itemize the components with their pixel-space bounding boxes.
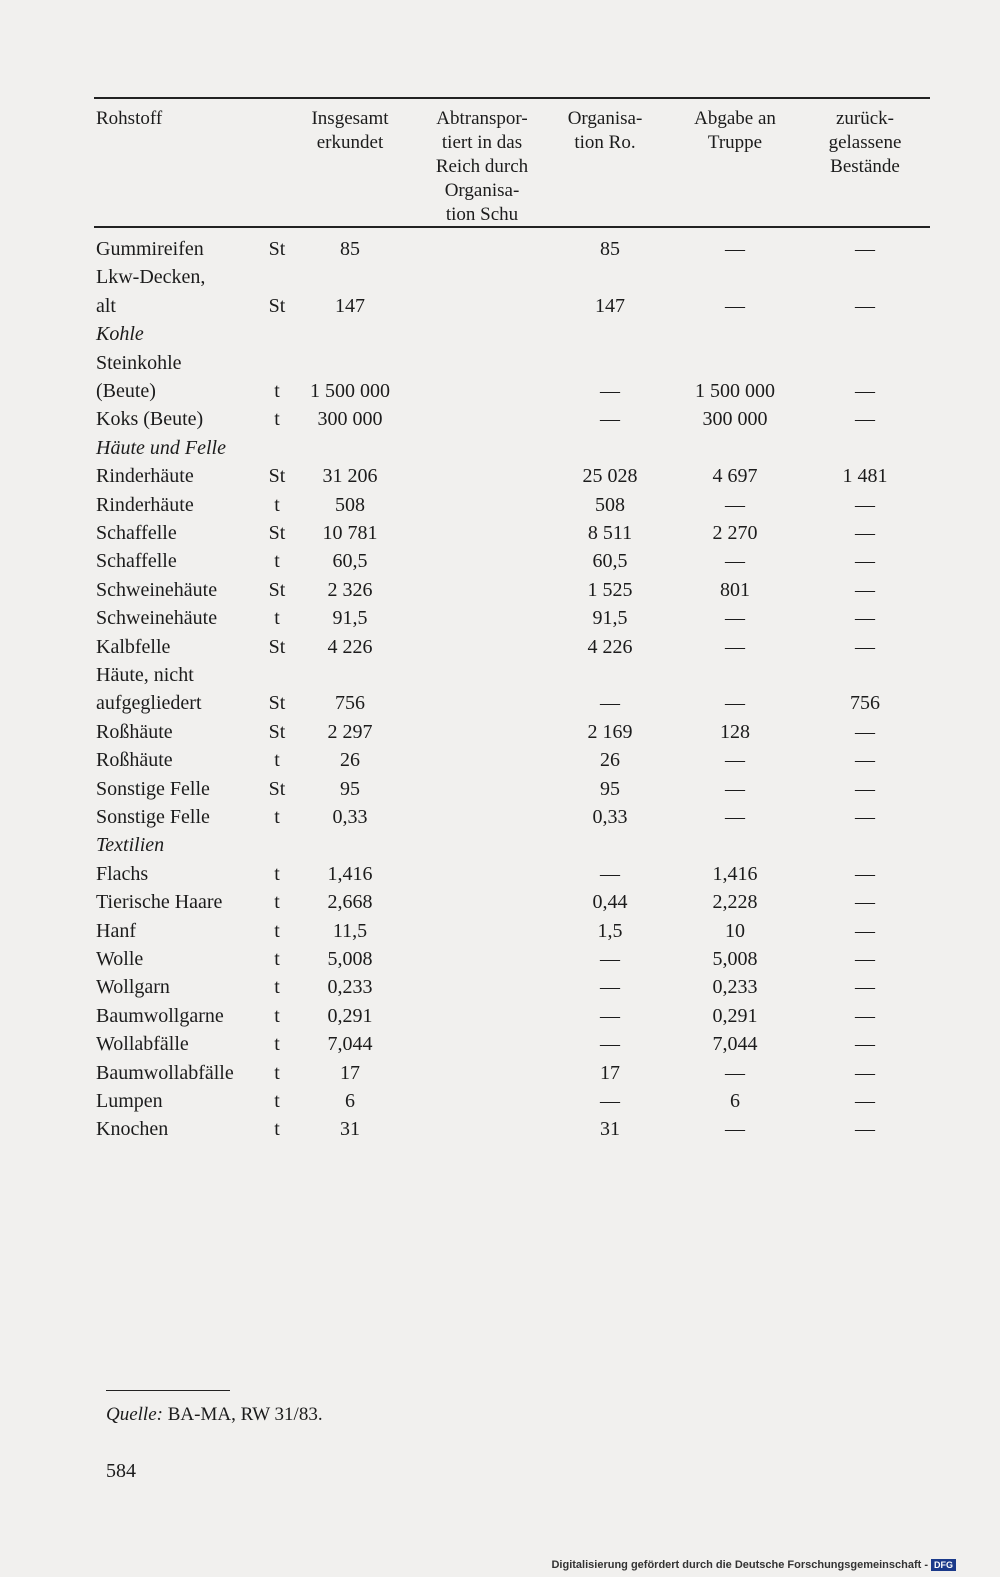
cell-c5: —	[855, 294, 875, 317]
cell-c4: 6	[730, 1090, 740, 1112]
source-label: Quelle:	[106, 1404, 163, 1425]
cell-c5: —	[855, 1004, 875, 1027]
cell-c5: —	[855, 380, 875, 402]
page-number: 584	[106, 1460, 136, 1482]
source-note	[106, 1404, 323, 1426]
cell-name: Hanf	[96, 919, 136, 942]
table-row	[0, 1062, 1000, 1090]
cell-name: Kalbfelle	[96, 635, 171, 658]
cell-c5: —	[855, 806, 875, 828]
cell-c3: —	[600, 692, 620, 715]
table-row	[0, 1118, 1000, 1146]
cell-c1: 0,291	[327, 1004, 373, 1027]
cell-name: alt	[96, 294, 116, 317]
cell-c5: —	[855, 862, 875, 885]
cell-c1: 508	[335, 493, 365, 516]
cell-name: aufgegliedert	[96, 692, 202, 715]
table-row	[0, 607, 1000, 635]
cell-name: Schweinehäute	[96, 607, 218, 630]
cell-c3: 0,33	[592, 806, 628, 828]
cell-c4: 128	[720, 720, 750, 743]
cell-name: Roßhäute	[96, 749, 173, 772]
cell-c3: —	[600, 948, 620, 970]
cell-unit: St	[268, 777, 286, 800]
cell-c1: 7,044	[327, 1033, 373, 1056]
cell-name: Textilien	[96, 834, 165, 857]
cell-c4: —	[725, 692, 745, 715]
cell-c5: —	[855, 749, 875, 772]
cell-c3: 17	[600, 1061, 620, 1084]
cell-c5: —	[855, 919, 875, 942]
cell-c1: 26	[340, 749, 360, 772]
header-abgabe: Abgabe an Truppe	[694, 108, 776, 153]
cell-c3: 8 511	[587, 522, 633, 544]
cell-name: Wollgarn	[96, 976, 170, 999]
table-row	[0, 494, 1000, 522]
cell-c5: —	[855, 1033, 875, 1056]
cell-c5: —	[855, 607, 875, 630]
cell-name: Steinkohle	[96, 351, 182, 374]
table-header-rule	[94, 226, 930, 228]
cell-unit: t	[274, 550, 280, 573]
table-row	[0, 976, 1000, 1004]
cell-c1: 2 297	[327, 720, 373, 743]
cell-name: Lumpen	[96, 1090, 163, 1112]
dfg-logo-icon: DFG	[931, 1559, 956, 1571]
cell-c3: —	[600, 1004, 620, 1027]
cell-c5: —	[855, 891, 875, 914]
table-row	[0, 1005, 1000, 1033]
cell-name: Baumwollabfälle	[96, 1061, 234, 1084]
table-row	[0, 1033, 1000, 1061]
table-top-rule	[94, 97, 930, 99]
table-row	[0, 806, 1000, 834]
cell-c3: 1,5	[597, 919, 623, 942]
cell-c1: 756	[335, 692, 365, 715]
cell-name: Koks (Beute)	[96, 408, 204, 431]
cell-c1: 31 206	[322, 465, 378, 488]
credit-text: Digitalisierung gefördert durch die Deutsche Forschungsgemeinschaft -	[551, 1559, 928, 1571]
cell-c5: —	[855, 948, 875, 970]
table-row	[0, 550, 1000, 578]
table-row	[0, 579, 1000, 607]
table-row	[0, 522, 1000, 550]
cell-name: Schweinehäute	[96, 578, 218, 601]
cell-c1: 17	[340, 1061, 360, 1084]
cell-unit: t	[274, 493, 280, 516]
cell-c3: 4 226	[587, 635, 633, 658]
cell-name: Schaffelle	[96, 522, 177, 544]
cell-c4: 2,228	[712, 891, 758, 914]
cell-c4: —	[725, 1118, 745, 1141]
header-organisation: Organisa- tion Ro.	[567, 108, 643, 153]
cell-c3: —	[600, 1090, 620, 1112]
cell-name: Kohle	[96, 323, 144, 346]
table-row	[0, 692, 1000, 720]
cell-c1: 85	[340, 238, 360, 260]
table-row	[0, 778, 1000, 806]
cell-c1: 1 500 000	[310, 380, 390, 402]
cell-c1: 91,5	[332, 607, 368, 630]
cell-c4: —	[725, 294, 745, 317]
cell-c4: —	[725, 806, 745, 828]
cell-c4: 2 270	[712, 522, 758, 544]
cell-c4: —	[725, 749, 745, 772]
cell-name: Wollabfälle	[96, 1033, 189, 1056]
cell-unit: t	[274, 976, 280, 999]
cell-unit: St	[268, 720, 286, 743]
cell-c4: 10	[725, 919, 745, 942]
cell-c4: —	[725, 1061, 745, 1084]
header-zurueck: zurück- gelassene Bestände	[828, 108, 902, 177]
cell-c4: —	[725, 777, 745, 800]
cell-c3: 2 169	[587, 720, 633, 743]
cell-unit: St	[268, 238, 286, 260]
cell-unit: t	[274, 806, 280, 828]
table-row	[0, 891, 1000, 919]
cell-name: Sonstige Felle	[96, 806, 210, 828]
cell-unit: t	[274, 749, 280, 772]
cell-unit: t	[274, 380, 280, 402]
cell-name: Lkw-Decken,	[96, 266, 206, 289]
cell-unit: t	[274, 891, 280, 914]
cell-c1: 4 226	[327, 635, 373, 658]
table-row	[0, 352, 1000, 380]
cell-c1: 300 000	[317, 408, 383, 431]
cell-c4: 5,008	[712, 948, 758, 970]
table-row	[0, 749, 1000, 777]
cell-name: Wolle	[96, 948, 144, 970]
cell-c4: 1,416	[712, 862, 758, 885]
cell-c5: —	[855, 1061, 875, 1084]
cell-c1: 6	[345, 1090, 355, 1112]
cell-name: Häute, nicht	[96, 664, 194, 686]
section-heading	[0, 323, 1000, 351]
cell-c1: 2 326	[327, 578, 373, 601]
cell-c1: 147	[335, 294, 365, 317]
cell-name: Roßhäute	[96, 720, 173, 743]
section-heading	[0, 437, 1000, 465]
cell-c3: 60,5	[592, 550, 628, 573]
table-row	[0, 266, 1000, 294]
cell-c4: 0,291	[712, 1004, 758, 1027]
cell-name: Knochen	[96, 1118, 169, 1141]
header-rohstoff: Rohstoff	[96, 108, 163, 129]
cell-name: Rinderhäute	[96, 465, 194, 488]
cell-name: Flachs	[96, 862, 149, 885]
cell-name: Tierische Haare	[96, 891, 223, 914]
cell-c3: —	[600, 380, 620, 402]
table-row	[0, 1090, 1000, 1118]
cell-c3: 95	[600, 777, 620, 800]
cell-c4: —	[725, 493, 745, 516]
cell-c5: —	[855, 720, 875, 743]
section-heading	[0, 834, 1000, 862]
cell-unit: t	[274, 919, 280, 942]
cell-unit: t	[274, 1118, 280, 1141]
cell-unit: St	[268, 294, 286, 317]
cell-c5: —	[855, 550, 875, 573]
table-row	[0, 380, 1000, 408]
cell-name: Häute und Felle	[96, 436, 226, 459]
table-row	[0, 295, 1000, 323]
cell-c3: 0,44	[592, 891, 628, 914]
cell-unit: t	[274, 862, 280, 885]
table-row	[0, 863, 1000, 891]
table-row	[0, 636, 1000, 664]
cell-c3: 31	[600, 1118, 620, 1141]
cell-unit: t	[274, 1033, 280, 1056]
cell-c3: 147	[595, 294, 625, 317]
header-abtransport: Abtranspor- tiert in das Reich durch Organisa- tion Schu	[435, 108, 529, 225]
cell-unit: t	[274, 1061, 280, 1084]
cell-name: Sonstige Felle	[96, 777, 210, 800]
cell-c3: —	[600, 976, 620, 999]
cell-name: Gummireifen	[96, 238, 204, 260]
table-row	[0, 238, 1000, 266]
cell-c4: 300 000	[702, 408, 768, 431]
cell-unit: St	[268, 465, 286, 488]
cell-c3: 26	[600, 749, 620, 772]
cell-name: Baumwollgarne	[96, 1004, 224, 1027]
cell-name: (Beute)	[96, 380, 156, 402]
table-row	[0, 664, 1000, 692]
table-row	[0, 721, 1000, 749]
cell-c4: —	[725, 238, 745, 260]
cell-unit: St	[268, 692, 286, 715]
cell-unit: St	[268, 635, 286, 658]
cell-c5: —	[855, 1118, 875, 1141]
cell-unit: t	[274, 607, 280, 630]
cell-c1: 31	[340, 1118, 360, 1141]
cell-c1: 0,233	[327, 976, 373, 999]
table-row	[0, 408, 1000, 436]
cell-c5: —	[855, 635, 875, 658]
cell-c3: —	[600, 862, 620, 885]
cell-c4: 0,233	[712, 976, 758, 999]
cell-c1: 1,416	[327, 862, 373, 885]
cell-unit: t	[274, 408, 280, 431]
cell-c5: —	[855, 1090, 875, 1112]
cell-c1: 60,5	[332, 550, 368, 573]
cell-c1: 0,33	[332, 806, 368, 828]
cell-c4: —	[725, 635, 745, 658]
cell-c3: —	[600, 408, 620, 431]
cell-c3: 25 028	[582, 465, 638, 488]
cell-c4: 4 697	[712, 465, 758, 488]
cell-c5: —	[855, 976, 875, 999]
cell-c4: 7,044	[712, 1033, 758, 1056]
cell-name: Schaffelle	[96, 550, 177, 573]
cell-c1: 11,5	[332, 919, 368, 942]
cell-unit: t	[274, 948, 280, 970]
cell-unit: St	[268, 578, 286, 601]
source-text: BA-MA, RW 31/83.	[162, 1404, 323, 1425]
cell-c3: 85	[600, 238, 620, 260]
cell-unit: St	[268, 522, 286, 544]
cell-c3: 508	[595, 493, 625, 516]
cell-c5: 756	[850, 692, 880, 715]
cell-c5: 1 481	[842, 465, 888, 488]
cell-c1: 2,668	[327, 891, 373, 914]
cell-c5: —	[855, 493, 875, 516]
cell-c5: —	[855, 522, 875, 544]
table-row	[0, 948, 1000, 976]
cell-c5: —	[855, 238, 875, 260]
cell-c5: —	[855, 777, 875, 800]
cell-name: Rinderhäute	[96, 493, 194, 516]
cell-unit: t	[274, 1004, 280, 1027]
header-insgesamt: Insgesamt erkundet	[311, 108, 389, 153]
cell-c4: 1 500 000	[695, 380, 775, 402]
cell-c1: 10 781	[322, 522, 378, 544]
cell-c3: 91,5	[592, 607, 628, 630]
cell-unit: t	[274, 1090, 280, 1112]
dfg-credit	[551, 1559, 956, 1571]
cell-c3: —	[600, 1033, 620, 1056]
table-row	[0, 920, 1000, 948]
cell-c4: —	[725, 607, 745, 630]
cell-c4: 801	[720, 578, 750, 601]
footnote-rule	[106, 1390, 230, 1391]
cell-c1: 95	[340, 777, 360, 800]
cell-c1: 5,008	[327, 948, 373, 970]
cell-c4: —	[725, 550, 745, 573]
cell-c5: —	[855, 408, 875, 431]
cell-c3: 1 525	[587, 578, 633, 601]
cell-c5: —	[855, 578, 875, 601]
table-row	[0, 465, 1000, 493]
